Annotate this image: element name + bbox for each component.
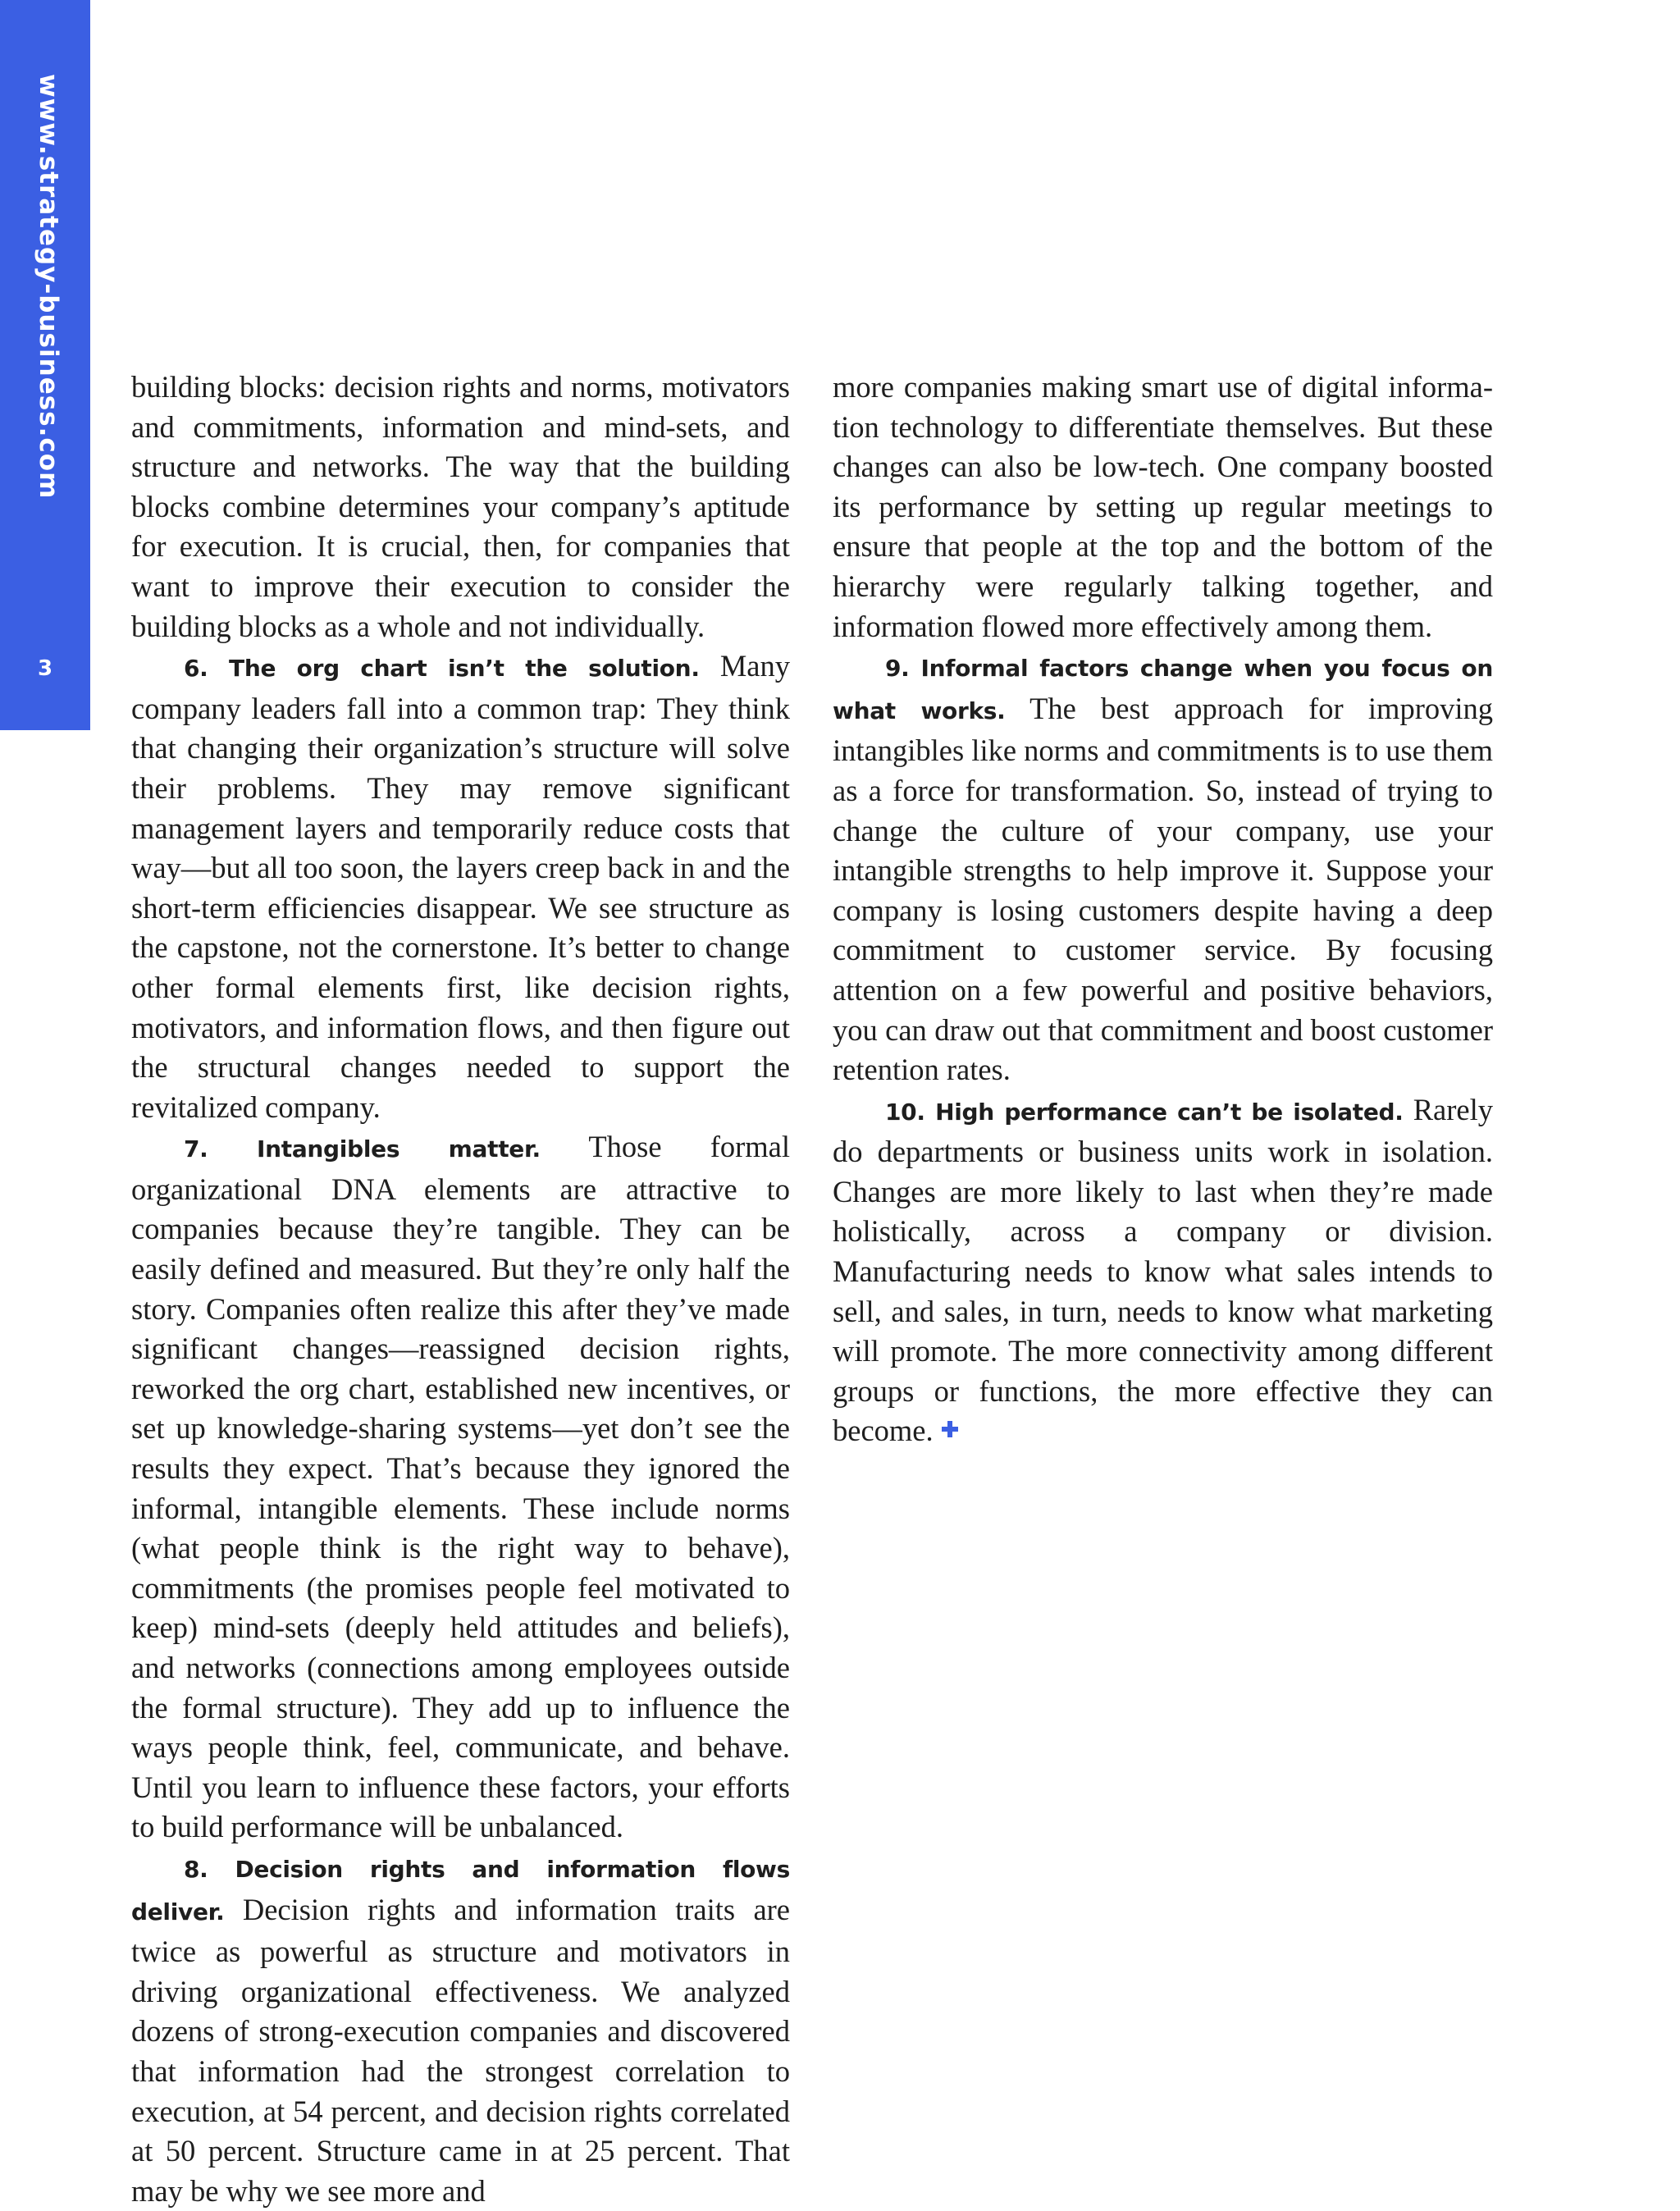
item-9-body: The best approach for improving intangibles like norms and commitments is to use them as a force for transformation. So, instead of trying to change the culture of your company, use your intangible strengths to help improve it. Suppose your company is losing customers despite having a deep commitment to customer service. By focusing attention on a few powerful and positive behaviors, you can draw out that commitment and boost customer retention rates. xyxy=(833,691,1493,1087)
plus-end-mark-icon xyxy=(942,1421,958,1437)
item-10-body: Rarely do departments or business units work in isolation. Changes are more likely to last when they’re made holistically, across a company or division. Manufacturing needs to know what sales intends to sell, and sales, in turn, needs to know what marketing will promote. The more connectivity among different groups or functions, the more effective they can become. xyxy=(833,1092,1493,1448)
paragraph-item-8 xyxy=(131,1848,790,2211)
paragraph-building-blocks: building blocks: decision rights and norms, motivators and commitments, information and mind-sets, and structure and networks. The way that the building blocks combine determines your company’s aptitude for execution. It is crucial, then, for companies that want to improve their execution to consider the building blocks as a whole and not individually. xyxy=(131,370,790,643)
paragraph-item-7 xyxy=(131,1127,790,1848)
item-7-heading: 7. Intangibles matter. xyxy=(184,1135,541,1163)
paragraph-digital-information: more companies making smart use of digital information technology to differentiate themselves. But these changes can also be low-tech. One company boosted its performance by setting up regular meetings to ensure that people at the top and the bottom of the hierarchy were regularly talking together, and information flowed more effectively among them. xyxy=(833,370,1493,643)
paragraph-item-10 xyxy=(833,1090,1493,1451)
item-8-body: Decision rights and information traits are twice as powerful as structure and motivators in driving organizational effectiveness. We analyzed dozens of strong-execution companies and discovered that information had the strongest correlation to execution, at 54 percent, and decision rights correlated at 50 percent. Structure came in at 25 percent. That may be why we see more and xyxy=(131,1892,790,2208)
item-9-heading: 9. Informal factors change when you focus on what works. xyxy=(833,655,1493,724)
item-6-body: Many company leaders fall into a common trap: They think that changing their organization’s structure will solve their problems. They may remove significant management layers and temporarily reduce costs that way—but all too soon, the layers creep back in and the short-term efficiencies disappear. We see structure as the capstone, not the cornerstone. It’s better to change other formal elements first, like decision rights, motivators, and information flows, and then figure out the structural changes needed to support the revitalized company. xyxy=(131,649,790,1124)
article-column-left xyxy=(131,368,790,2211)
paragraph-item-6 xyxy=(131,646,790,1127)
item-8-heading: 8. Decision rights and information flows deliver. xyxy=(131,1855,790,1925)
page-number: 3 xyxy=(37,656,53,681)
sidebar-band xyxy=(0,0,90,730)
article-column-right xyxy=(833,368,1493,1451)
paragraph-item-9 xyxy=(833,646,1493,1090)
item-7-body: Those formal organizational DNA elements are attractive to companies because they’re tangible. They can be easily defined and measured. But they’re only half the story. Companies often realize this after they’ve made significant changes—reassigned decision rights, reworked the org chart, established new incentives, or set up knowledge-sharing systems—yet don’t see the results they expect. That’s because they ignored the informal, intangible elements. These include norms (what people think is the right way to behave), commitments (the promises people feel motivated to keep) mind-sets (deeply held attitudes and beliefs), and networks (connections among employees outside the formal structure). They add up to influence the ways people think, feel, communicate, and behave. Until you learn to influence these factors, your efforts to build performance will be unbalanced. xyxy=(131,1130,790,1844)
item-10-heading: 10. High performance can’t be isolated. xyxy=(885,1098,1404,1126)
site-url[interactable]: www.strategy-business.com xyxy=(34,74,63,500)
item-6-heading: 6. The org chart isn’t the solution. xyxy=(184,655,700,683)
